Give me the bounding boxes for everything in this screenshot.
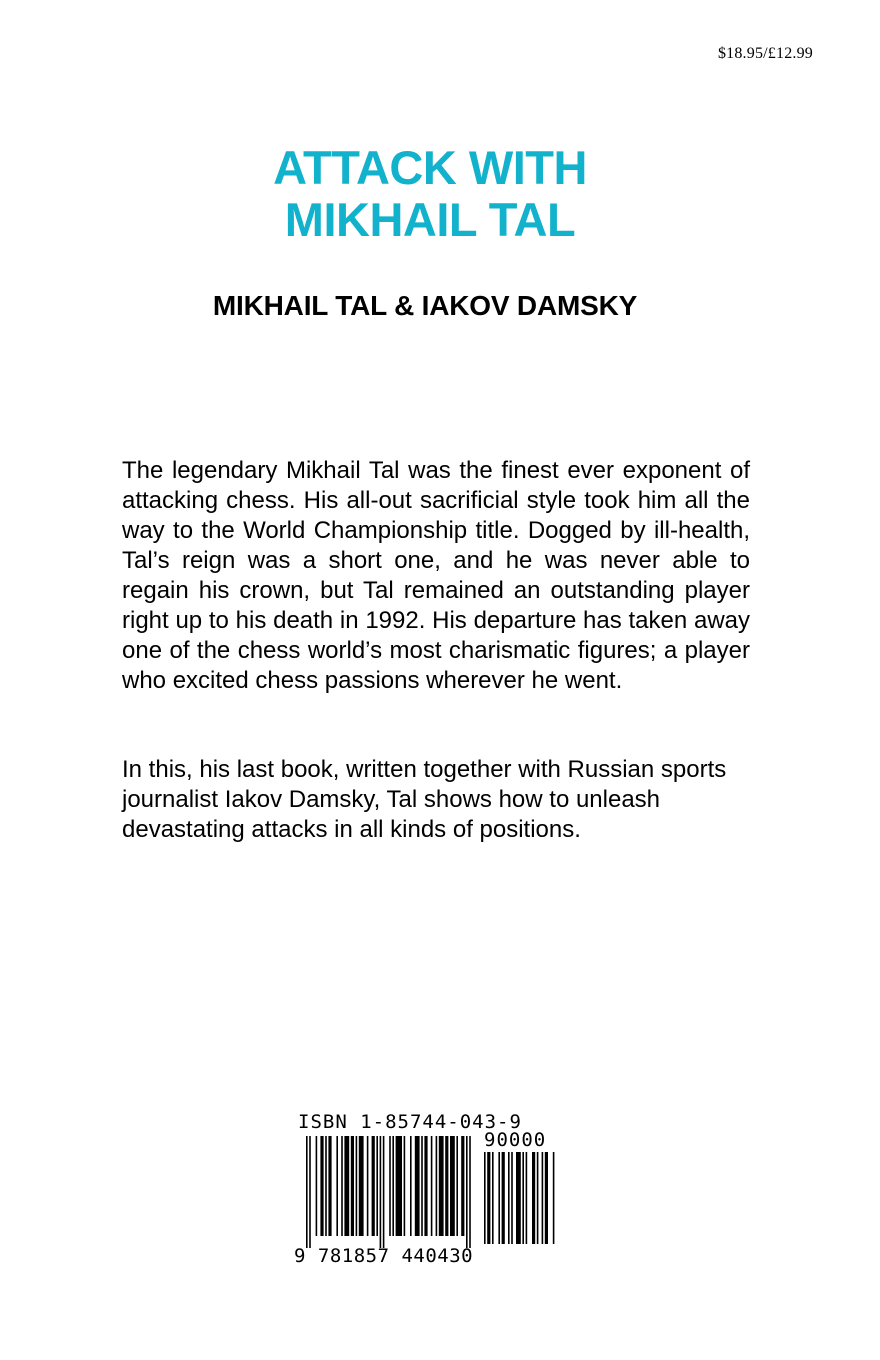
barcode-bar [484,1152,486,1244]
barcode-bar [383,1136,385,1248]
barcode-bar [380,1136,382,1248]
barcode-bar [469,1136,471,1248]
barcode-bar [344,1136,349,1236]
barcode-bar [553,1152,555,1244]
addon-bars [484,1152,564,1244]
barcode-bar [508,1152,510,1244]
barcode-bar [421,1136,423,1236]
book-title-line-1: ATTACK WITH [273,141,587,194]
barcode-bar [372,1136,375,1236]
barcode-bar [320,1136,323,1236]
barcode-bar [351,1136,354,1236]
isbn-number: ISBN 1-85744-043-9 [298,1111,522,1133]
barcode-bar [316,1136,318,1236]
book-title [0,142,860,246]
barcode-bar [424,1136,427,1236]
price-label: $18.95/£12.99 [717,45,813,62]
barcode-bar [532,1152,535,1244]
barcode-bar [511,1152,513,1244]
barcode-bar [341,1136,343,1236]
barcode-bar [487,1152,490,1244]
barcode-bar [415,1136,420,1236]
blurb-paragraph-1: The legendary Mikhail Tal was the finest ever exponent of attacking chess. His all-out sacrificial style took him all the way to the World Championship title. Dogged by ill-health, Tal’s reign was a short one, and he was never able to regain his crown, but Tal remained an outstanding player right up to his death in 1992. His departure has taken away one of the chess world’s most charismatic figures; a player who excited chess passions wherever he went. [122,457,750,694]
barcode-bar [376,1136,378,1236]
barcode-bar [306,1136,308,1248]
barcode-bar [522,1152,524,1244]
ean-number: 9 781857 440430 [294,1245,474,1267]
book-title-line-2: MIKHAIL TAL [284,193,576,246]
barcode-bar [356,1136,358,1236]
barcode-bar [542,1152,544,1244]
barcode-bar [461,1136,464,1236]
barcode-bar [445,1136,448,1236]
barcode-bar [359,1136,364,1236]
barcode-bar [537,1152,539,1244]
barcode-bar [545,1152,548,1244]
barcode-addon-number: 90000 [484,1129,547,1151]
barcode-bar [456,1136,458,1236]
barcode-bar [328,1136,331,1236]
blurb-paragraph-2: In this, his last book, written together with Russian sports journalist Iakov Damsky, Tal shows how to unleash devastating attacks in all kinds of positions. [122,756,727,843]
barcode-bar [502,1152,505,1244]
barcode-bar [410,1136,412,1236]
barcode-bar [396,1136,402,1236]
barcode-bar [336,1136,338,1236]
barcode-bar [309,1136,311,1248]
barcode-bar [498,1152,500,1244]
ean-bars [306,1136,472,1248]
barcode-bar [436,1136,438,1236]
barcode-bar [367,1136,369,1236]
barcode-bar [439,1136,444,1236]
barcode-bar [325,1136,327,1236]
barcode-bar [392,1136,394,1236]
book-authors: MIKHAIL TAL & IAKOV DAMSKY [212,290,638,321]
barcode-bar [450,1136,455,1236]
barcode-bar [389,1136,391,1236]
barcode-bar [466,1136,468,1248]
barcode-bar [431,1136,433,1236]
barcode-bar [516,1152,521,1244]
barcode-bar [492,1152,494,1244]
barcode-bar [404,1136,406,1236]
barcode-bar [526,1152,528,1244]
isbn-barcode [294,1112,574,1272]
